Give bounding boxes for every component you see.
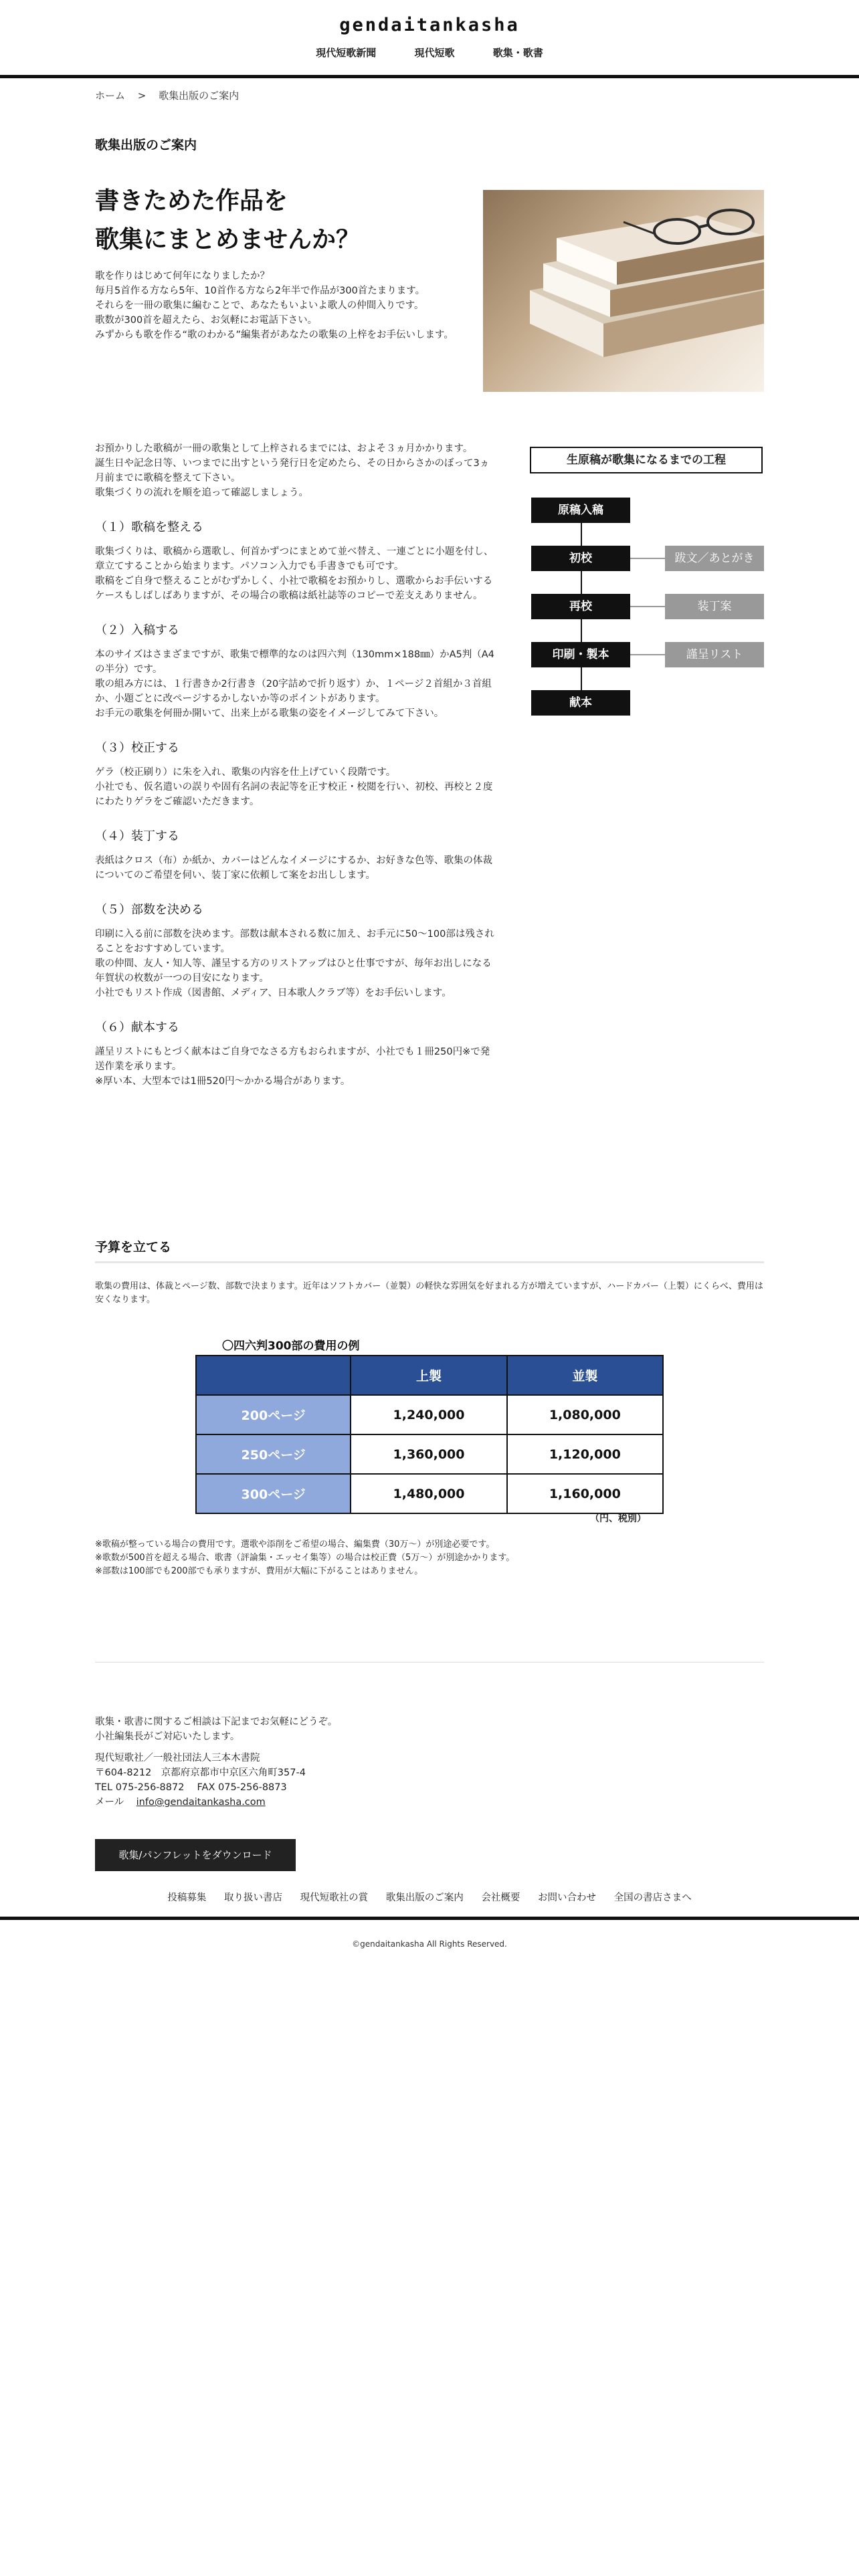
step-text: 本のサイズはさまざまですが、歌集で標準的なのは四六判（130mm×188㎜）かA5判（A4の半分）です。	[95, 649, 494, 675]
footer-link-publishing[interactable]: 歌集出版のご案内	[385, 1893, 464, 1903]
flow-step-printing: 印刷・製本	[531, 642, 630, 667]
footer-divider	[0, 1917, 859, 1920]
footer-link-awards[interactable]: 現代短歌社の賞	[300, 1893, 369, 1903]
footer-link-company[interactable]: 会社概要	[481, 1893, 520, 1903]
step-text: ゲラ（校正刷り）に朱を入れ、歌集の内容を仕上げていく段階です。	[95, 767, 396, 778]
budget-note: ※部数は100部でも200部でも承りますが、費用が大幅に下がることはありません。	[95, 1566, 423, 1576]
flow-branch-line	[630, 654, 665, 655]
step-title: （５）部数を決める	[95, 903, 203, 917]
hero-line: みずからも歌を作る“歌のわかる”編集者があなたの歌集の上梓をお手伝いします。	[95, 330, 454, 340]
site-header	[0, 0, 859, 78]
intro-line: 誕生日や記念日等、いつまでに出すという発行日を定めたら、その日からさかのぼって3ヵ月前までに歌稿を整えて下さい。	[95, 458, 490, 484]
price-cell: 1,080,000	[507, 1395, 663, 1434]
footer-nav	[0, 1890, 859, 1904]
budget-note: ※歌数が500首を超える場合、歌書（評論集・エッセイ集等）の場合は校正費（5万〜）が別途かかります。	[95, 1553, 515, 1563]
row-header: 300ページ	[196, 1474, 351, 1513]
contact-mail-link[interactable]: info@gendaitankasha.com	[136, 1797, 266, 1808]
price-cell: 1,240,000	[351, 1395, 506, 1434]
step-title: （２）入稿する	[95, 623, 179, 637]
contact-tel: TEL 075-256-8872 FAX 075-256-8873	[95, 1782, 287, 1793]
step-text: 歌集づくりは、歌稿から選歌し、何首かずつにまとめて並べ替え、一連ごとに小題を付し、章立てすることから始まります。パソコン入力でも手書きでも可です。	[95, 546, 494, 572]
main-nav	[0, 45, 859, 60]
download-pamphlet-button[interactable]: 歌集/パンフレットをダウンロード	[95, 1839, 296, 1871]
breadcrumb	[95, 88, 239, 102]
flow-branch-line	[630, 558, 665, 559]
flow-step-first-proof: 初校	[531, 546, 630, 571]
step-text: 歌の仲間、友人・知人等、謹呈する方のリストアップはひと仕事ですが、毎年お出しになる年賀状の枚数が一つの目安になります。	[95, 958, 492, 984]
step-title: （４）装丁する	[95, 829, 179, 843]
table-corner-cell	[196, 1356, 351, 1395]
process-content	[95, 441, 496, 1089]
hero-heading-line-2: 歌集にまとめませんか？	[95, 226, 361, 253]
flow-title: 生原稿が歌集になるまでの工程	[530, 447, 763, 473]
flow-step-second-proof: 再校	[531, 594, 630, 619]
contact-block	[95, 1715, 337, 1810]
breadcrumb-separator: >	[137, 90, 147, 102]
nav-item-kashu[interactable]: 歌集・歌書	[492, 47, 543, 59]
footer-link-for-stores[interactable]: 全国の書店さまへ	[613, 1893, 692, 1903]
hero-line: 歌数が300首を超えたら、お気軽にお電話下さい。	[95, 315, 318, 326]
hero-line: それらを一冊の歌集に編むことで、あなたもいよいよ歌人の仲間入りです。	[95, 300, 424, 311]
contact-line: 小社編集長がご対応いたします。	[95, 1731, 240, 1742]
intro-line: お預かりした歌稿が一冊の歌集として上梓されるまでには、およそ３ヵ月かかります。	[95, 443, 473, 454]
step-text: 小社でもリスト作成（図書館、メディア、日本歌人クラブ等）をお手伝いします。	[95, 988, 452, 998]
flow-side-recipient-list: 謹呈リスト	[665, 642, 764, 667]
price-cell: 1,360,000	[351, 1434, 506, 1474]
hero-text	[95, 269, 456, 342]
flow-side-binding-design: 装丁案	[665, 594, 764, 619]
hero-image-books-glasses	[483, 190, 764, 392]
intro-line: 歌集づくりの流れを順を追って確認しましょう。	[95, 488, 308, 498]
step-title: （６）献本する	[95, 1021, 179, 1035]
table-header-row	[196, 1356, 663, 1395]
nav-item-gendai-tanka[interactable]: 現代短歌	[414, 47, 455, 59]
budget-divider	[95, 1261, 764, 1263]
budget-title: 予算を立てる	[95, 1240, 172, 1255]
step-text: 歌の組み方には、１行書きか2行書き（20字詰めで折り返す）か、１ページ２首組か３首組か、小題ごとに改ページするかしないか等のポイントがあります。	[95, 679, 492, 704]
cost-table	[195, 1355, 664, 1514]
copyright: ©gendaitankasha All Rights Reserved.	[352, 1939, 507, 1949]
step-text: 小社でも、仮名遣いの誤りや固有名詞の表記等を正す校正・校閲を行い、初校、再校と２度にわたりゲラをご確認いただきます。	[95, 782, 493, 807]
hero-line: 歌を作りはじめて何年になりましたか？	[95, 271, 270, 282]
footer-link-bookstores[interactable]: 取り扱い書店	[224, 1893, 283, 1903]
column-header-softcover: 並製	[507, 1356, 663, 1395]
breadcrumb-home[interactable]: ホーム	[95, 90, 126, 102]
contact-line: 歌集・歌書に関するご相談は下記までお気軽にどうぞ。	[95, 1717, 338, 1727]
contact-mail-row	[95, 1795, 337, 1810]
step-text: 謹呈リストにもとづく献本はご自身でなさる方もおられますが、小社でも１冊250円※で発送作業を承ります。	[95, 1047, 490, 1072]
flow-side-afterword: 跋文／あとがき	[665, 546, 764, 571]
hero-line: 毎月5首作る方なら5年、10首作る方なら2年半で作品が300首たまります。	[95, 286, 425, 296]
price-cell: 1,160,000	[507, 1474, 663, 1513]
nav-item-shinbun[interactable]: 現代短歌新聞	[316, 47, 377, 59]
price-cell: 1,480,000	[351, 1474, 506, 1513]
contact-address: 〒604-8212 京都府京都市中京区六角町357-4	[95, 1767, 306, 1778]
step-text: 表紙はクロス（布）か紙か、カバーはどんなイメージにするか、お好きな色等、歌集の体裁についてのご希望を伺い、装丁家に依頼して案をお出しします。	[95, 855, 493, 881]
flow-branch-line	[630, 606, 665, 607]
flow-step-manuscript: 原稿入稿	[531, 498, 630, 523]
table-row	[196, 1474, 663, 1513]
flow-step-presentation: 献本	[531, 690, 630, 716]
cost-unit: （円、税別）	[590, 1513, 646, 1524]
footer-link-submission[interactable]: 投稿募集	[167, 1893, 207, 1903]
row-header: 250ページ	[196, 1434, 351, 1474]
step-text: ※厚い本、大型本では1冊520円〜かかる場合があります。	[95, 1076, 351, 1087]
table-row	[196, 1395, 663, 1434]
cost-table-caption: 〇四六判300部の費用の例	[222, 1339, 360, 1353]
breadcrumb-current: 歌集出版のご案内	[159, 90, 240, 102]
step-text: お手元の歌集を何冊か開いて、出来上がる歌集の姿をイメージしてみて下さい。	[95, 708, 444, 719]
step-title: （１）歌稿を整える	[95, 520, 203, 534]
budget-note: ※歌稿が整っている場合の費用です。選歌や添削をご希望の場合、編集費（30万〜）が別途必要です。	[95, 1539, 495, 1549]
hero-heading	[95, 182, 360, 259]
step-title: （３）校正する	[95, 741, 179, 755]
column-header-hardcover: 上製	[351, 1356, 506, 1395]
contact-org: 現代短歌社／一般社団法人三本木書院	[95, 1753, 260, 1763]
step-text: 歌稿をご自身で整えることがむずかしく、小社で歌稿をお預かりし、選歌からお手伝いするケースもしばしばありますが、その場合の歌稿は紙社誌等のコピーで差支えありません。	[95, 576, 493, 601]
contact-mail-label: メール	[95, 1797, 124, 1808]
site-logo[interactable]: gendaitankasha	[339, 15, 520, 35]
budget-text: 歌集の費用は、体裁とページ数、部数で決まります。近年はソフトカバー（並製）の軽快な雰囲気を好まれる方が増えていますが、ハードカバー（上製）にくらべ、費用は安くなります。	[95, 1281, 763, 1305]
page-title: 歌集出版のご案内	[95, 138, 197, 152]
budget-notes	[95, 1538, 514, 1578]
table-row	[196, 1434, 663, 1474]
footer-link-contact[interactable]: お問い合わせ	[537, 1893, 596, 1903]
price-cell: 1,120,000	[507, 1434, 663, 1474]
step-text: 印刷に入る前に部数を決めます。部数は献本される数に加え、お手元に50〜100部は残されることをおすすめしています。	[95, 929, 494, 954]
hero-heading-line-1: 書きためた作品を	[95, 187, 288, 215]
row-header: 200ページ	[196, 1395, 351, 1434]
